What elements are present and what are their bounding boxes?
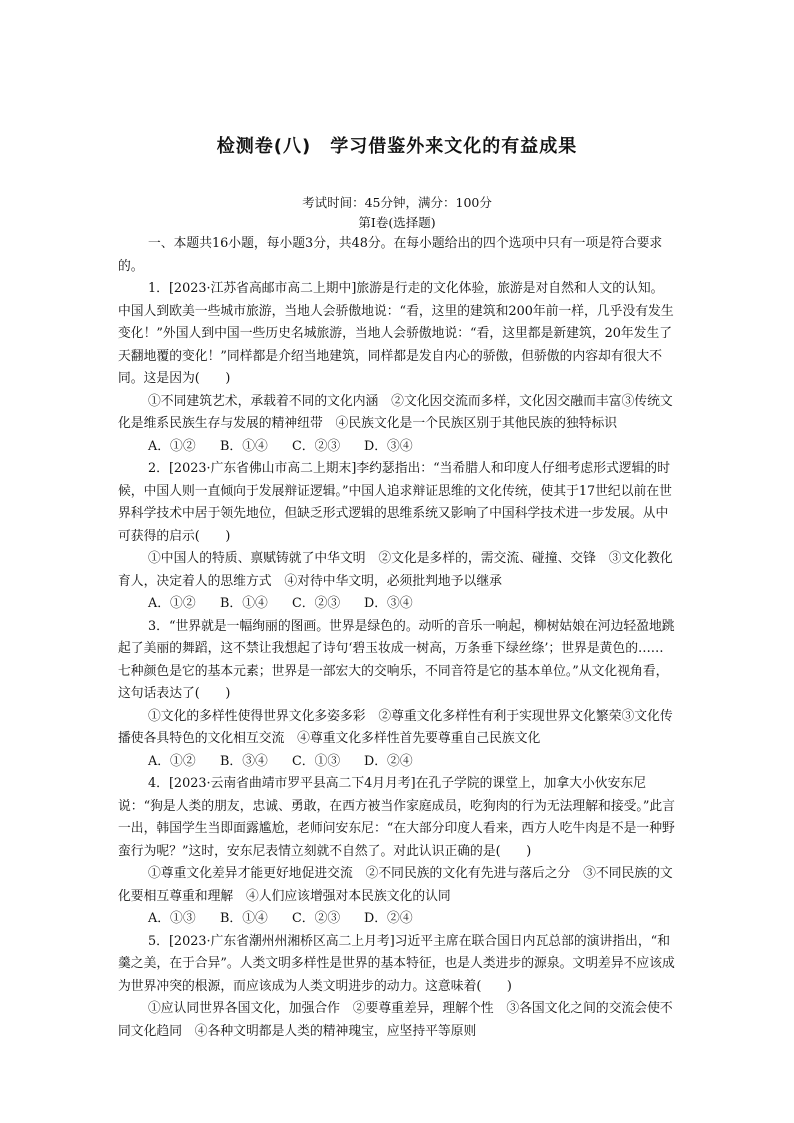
question-4-options — [118, 908, 676, 931]
page-title: 检测卷(八) 学习借鉴外来文化的有益成果 — [216, 136, 578, 157]
section-heading: 第Ⅰ卷(选择题) — [358, 215, 436, 230]
question-4-stem: 4．[2023·云南省曲靖市罗平县高二下4月月考]在孔子学院的课堂上，加拿大小伙安东尼说：“狗是人类的朋友，忠诚、勇敢，在西方被当作家庭成员，吃狗肉的行为无法理解和接受。”此言一出，韩国学生当即面露尴尬，老师问安东尼：“在大部分印度人看来，西方人吃牛肉是不是一种野蛮行为呢？”这时，安东尼表情立刻就不自然了。对此认识正确的是( ) — [118, 776, 675, 859]
option-b: B．①④ — [220, 596, 268, 611]
question-5-stem: 5．[2023·广东省潮州州湘桥区高二上月考]习近平主席在联合国日内瓦总部的演讲指出，“和羹之美，在于合异”。人类文明多样性是世界的基本特征，也是人类进步的源泉。文明差异不应该成为世界冲突的根源，而应该成为人类文明进步的动力。这意味着( ) — [118, 933, 675, 994]
question-body — [118, 233, 676, 1043]
option-d: D．③④ — [364, 438, 413, 454]
option-c: C．②③ — [292, 438, 341, 454]
option-a: A．①③ — [148, 911, 196, 926]
question-1-options — [118, 436, 676, 459]
option-b: B．①④ — [220, 911, 268, 926]
question-2-stem: 2．[2023·广东省佛山市高二上期末]李约瑟指出：“当希腊人和印度人仔细考虑形式逻辑的时候，中国人则一直倾向于发展辩证逻辑。”中国人追求辩证思维的文化传统，使其于17世纪以前在世界科学技术中居于领先地位，但缺乏形式逻辑的思维系统又影响了中国科学技术进一步发展。从中可获得的启示( ) — [118, 461, 672, 544]
question-5-statements: ①应认同世界各国文化，加强合作 ②要尊重差异，理解个性 ③各国文化之间的交流会使不同文化趋同 ④各种文明都是人类的精神瑰宝，应坚持平等原则 — [118, 1001, 673, 1039]
option-c: C．①③ — [292, 753, 341, 769]
question-1-statements: ①不同建筑艺术，承载着不同的文化内涵 ②文化因交流而多样，文化因交融而丰富③传统文化是维系民族生存与发展的精神纽带 ④民族文化是一个民族区别于其他民族的独特标识 — [118, 393, 673, 431]
option-d: D．②④ — [364, 911, 413, 926]
question-1-stem: 1．[2023·江苏省高邮市高二上期中]旅游是行走的文化体验，旅游是对自然和人文的认知。中国人到欧美一些城市旅游，当地人会骄傲地说：“看，这里的建筑和200年前一样，几乎没有发生变化！”外国人到中国一些历史名城旅游，当地人会骄傲地说：“看，这里都是新建筑，20年发生了天翻地覆的变化！”同样都是介绍当地建筑，同样都是发自内心的骄傲，但骄傲的内容却有很大不同。这是因为( ) — [118, 281, 674, 386]
option-b: B．③④ — [220, 753, 268, 769]
option-d: D．②④ — [364, 753, 413, 769]
question-3-options — [118, 751, 676, 774]
option-c: C．②③ — [292, 596, 341, 611]
option-c: C．②③ — [292, 911, 341, 926]
question-4-statements: ①尊重文化差异才能更好地促进交流 ②不同民族的文化有先进与落后之分 ③不同民族的文化要相互尊重和理解 ④人们应该增强对本民族文化的认同 — [118, 866, 673, 904]
question-2-options — [118, 593, 676, 616]
question-2-statements: ①中国人的特质、禀赋铸就了中华文明 ②文化是多样的，需交流、碰撞、交锋 ③文化教化育人，决定着人的思维方式 ④对待中华文明，必须批判地予以继承 — [118, 551, 673, 589]
question-3-statements: ①文化的多样性使得世界文化多姿多彩 ②尊重文化多样性有利于实现世界文化繁荣③文化传播使各具特色的文化相互交流 ④尊重文化多样性首先要尊重自己民族文化 — [118, 708, 673, 746]
option-a: A．①② — [148, 438, 196, 454]
option-b: B．①④ — [220, 438, 268, 454]
option-a: A．①② — [148, 596, 196, 611]
option-a: A．①② — [148, 753, 196, 769]
instruction: 一、本题共16小题，每小题3分，共48分。在每小题给出的四个选项中只有一项是符合要求的。 — [118, 236, 663, 274]
exam-info: 考试时间：45分钟，满分：100分 — [302, 195, 492, 210]
option-d: D．③④ — [364, 596, 413, 611]
question-3-stem: 3．“世界就是一幅绚丽的图画。世界是绿色的。动听的音乐一响起，柳树姑娘在河边轻盈地跳起了美丽的舞蹈，这不禁让我想起了诗句‘碧玉妆成一树高，万条垂下绿丝绦’；世界是黄色的……七种颜色是它的基本元素；世界是一部宏大的交响乐，不同音符是它的基本单位。”从文化视角看，这句话表达了( ) — [118, 618, 675, 701]
